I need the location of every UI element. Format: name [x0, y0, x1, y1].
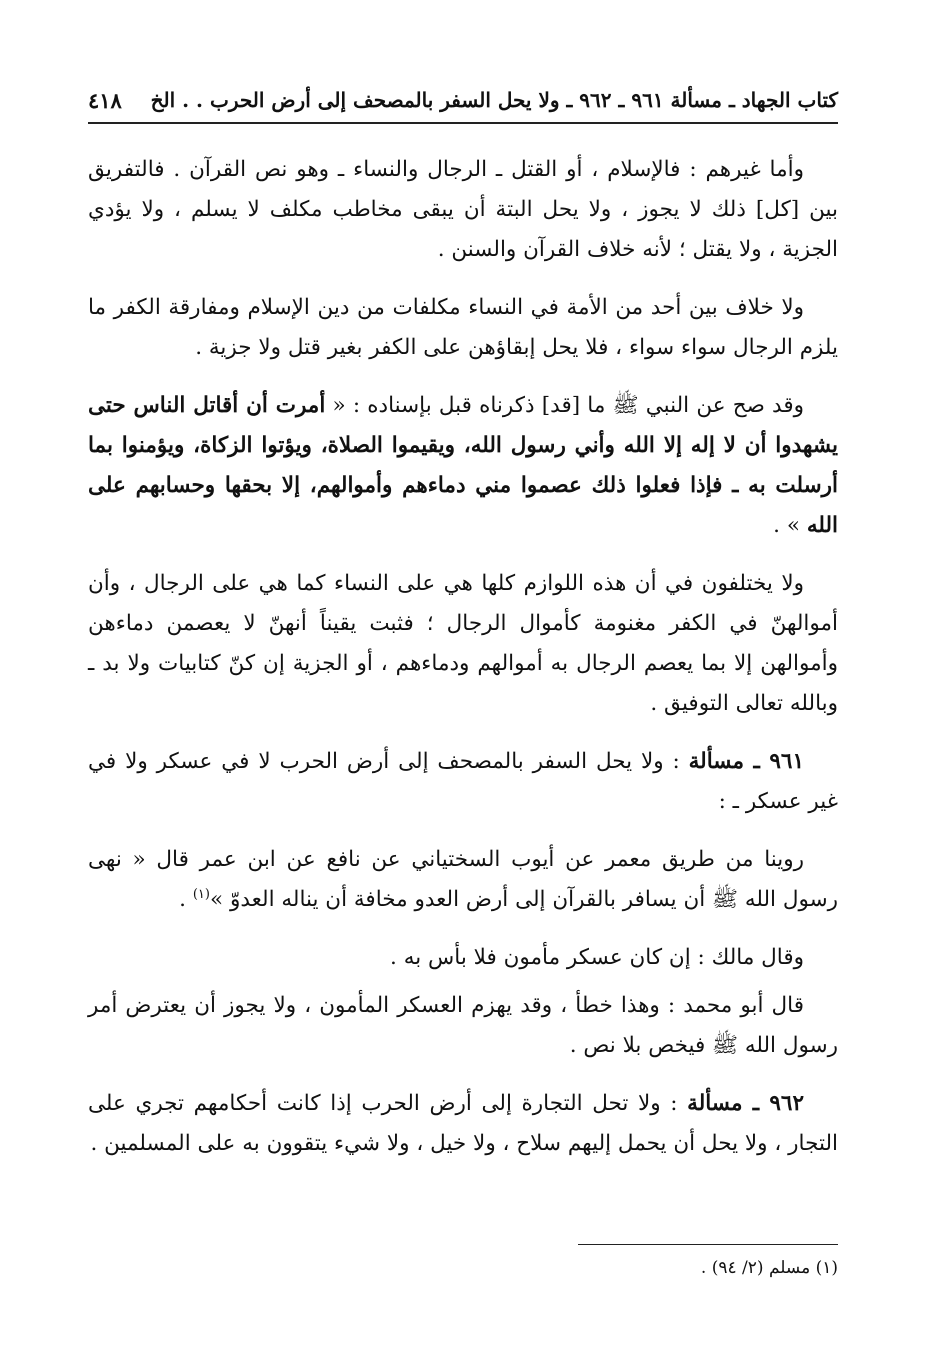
issue-text: : ولا تحل التجارة إلى أرض الحرب إذا كانت أحكامهم تجري على التجار ، ولا يحل أن يحمل إليهم سلاح ، ولا خيل ، ولا شيء يتقوون به على المسلمين .	[88, 1091, 838, 1156]
paragraph-text: قال أبو محمد : وهذا خطأ ، وقد يهزم العسكر المأمون ، ولا يجوز أن يعترض أمر رسول الله ﷺ فيخص بلا نص .	[88, 993, 838, 1058]
paragraph-1	[88, 150, 838, 270]
paragraph-text: وقال مالك : إن كان عسكر مأمون فلا بأس به .	[390, 945, 804, 970]
issue-text: : ولا يحل السفر بالمصحف إلى أرض الحرب لا في عسكر ولا في غير عسكر ـ :	[88, 749, 838, 814]
issue-962	[88, 1084, 838, 1164]
paragraph-text: روينا من طريق معمر عن أيوب السختياني عن نافع عن ابن عمر قال « نهى رسول الله ﷺ أن يسافر بالقرآن إلى أرض العدو مخافة أن يناله العدوّ »	[88, 847, 838, 912]
paragraph-6-narration	[88, 840, 838, 920]
footnote-divider	[578, 1244, 838, 1245]
hadith-tail: » .	[773, 513, 807, 538]
hadith-quote: أمرت أن أقاتل الناس حتى يشهدوا أن لا إله إلا الله وأني رسول الله، ويقيموا الصلاة، ويؤتوا الزكاة، ويؤمنوا بما أرسلت به ـ فإذا فعلوا ذلك عصموا مني دماءهم وأموالهم، إلا بحقها وحسابهم على الله	[88, 393, 838, 538]
paragraph-text: ولا خلاف بين أحد من الأمة في النساء مكلفات من دين الإسلام ومفارقة الكفر ما يلزم الرجال سواء سواء ، فلا يحل إبقاؤهن على الكفر بغير قتل ولا جزية .	[88, 295, 838, 360]
footnote: (١) مسلم (٢/ ٩٤) .	[700, 1258, 838, 1278]
issue-label: ٩٦٢ ـ مسألة	[687, 1091, 805, 1116]
paragraph-tail: .	[179, 887, 193, 912]
page-body	[88, 150, 838, 1164]
page-number: ٤١٨	[88, 87, 122, 113]
paragraph-text: ولا يختلفون في أن هذه اللوازم كلها هي على النساء كما هي على الرجال ، وأن أموالهنّ في الكفر مغنومة كأموال الرجال ؛ فثبت يقيناً أنهنّ لا يعصمن دماءهن وأموالهن إلا بما يعصم الرجال به أموالهم ودماءهم ، أو الجزية إن كنّ كتابيات ولا بد ـ وبالله تعالى التوفيق .	[88, 571, 838, 716]
footnote-reference[interactable]: (١)	[192, 886, 210, 902]
paragraph-7-malik	[88, 938, 838, 978]
paragraph-3-hadith	[88, 386, 838, 546]
page-header	[88, 78, 838, 124]
running-title: كتاب الجهاد ـ مسألة ٩٦١ ـ ٩٦٢ ـ ولا يحل السفر بالمصحف إلى أرض الحرب . . الخ	[150, 88, 838, 112]
issue-961	[88, 742, 838, 822]
paragraph-4	[88, 564, 838, 724]
paragraph-2	[88, 288, 838, 368]
hadith-lead: وقد صح عن النبي ﷺ ما [قد] ذكرناه قبل بإسناده : «	[325, 393, 804, 418]
page	[88, 78, 838, 1370]
paragraph-8-abu-muhammad	[88, 986, 838, 1066]
paragraph-text: وأما غيرهم : فالإسلام ، أو القتل ـ الرجال والنساء ـ وهو نص القرآن . فالتفريق بين [كل] ذلك لا يجوز ، ولا يحل البتة أن يبقى مخاطب مكلف لا يسلم ، ولا يؤدي الجزية ، ولا يقتل ؛ لأنه خلاف القرآن والسنن .	[88, 157, 838, 262]
issue-label: ٩٦١ ـ مسألة	[688, 749, 804, 774]
